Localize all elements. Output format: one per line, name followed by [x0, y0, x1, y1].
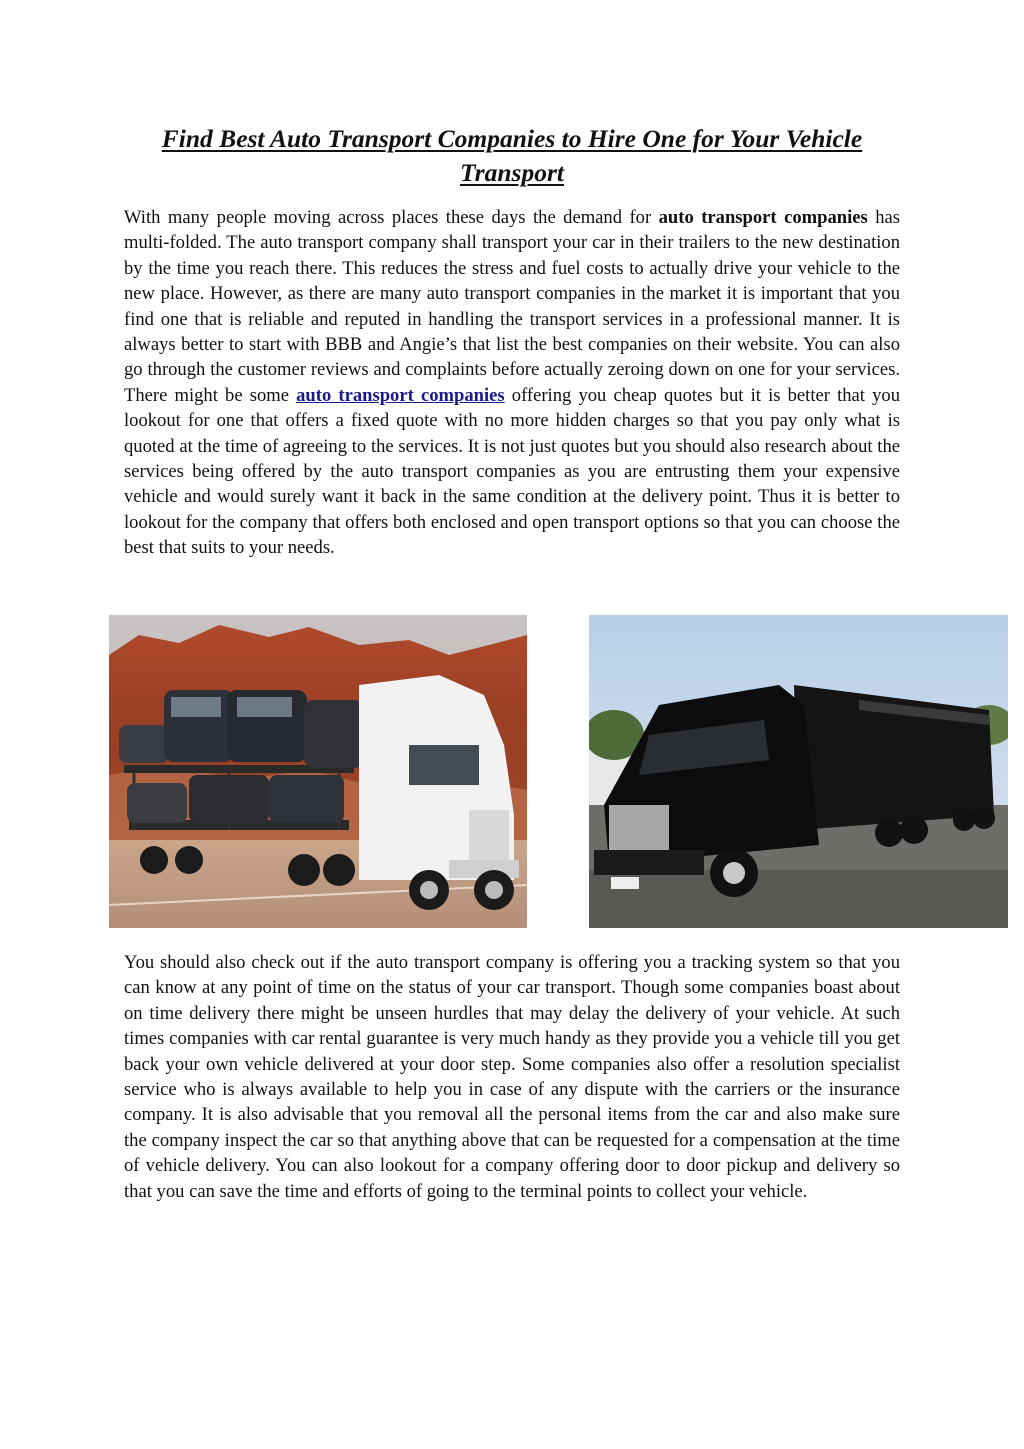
enclosed-trailer-truck-photo — [589, 615, 1008, 928]
enclosed-trailer-truck-image — [589, 615, 1008, 928]
car-carrier-truck-image — [109, 615, 527, 928]
car-carrier-truck-photo — [109, 615, 527, 928]
article-paragraph-1 — [124, 205, 900, 561]
bold-keyword: auto transport companies — [658, 207, 868, 228]
paragraph-1-text-a: With many people moving across places these days the demand for — [124, 207, 659, 228]
paragraph-1-text-b: has multi-folded. The auto transport company shall transport your car in their trailers to the new destination by the time you reach there. This reduces the stress and fuel costs to actually drive your vehicle to the new place. However, as there are many auto transport companies in the market it is important that you find one that is reliable and reputed in handling the transport services in a professional manner. It is always better to start with BBB and Angie’s that list the best companies on their website. You can also go through the customer reviews and complaints before actually zeroing down on one for your services. There might be some — [124, 207, 900, 406]
paragraph-1-text-c: offering you cheap quotes but it is better that you lookout for one that offers a fixed quote with no more hidden charges so that you pay only what is quoted at the time of agreeing to the services. It is not just quotes but you should also research about the services being offered by the auto transport companies as you are entrusting them your expensive vehicle and would surely want it back in the same condition at the delivery point. Thus it is better to lookout for the company that offers both enclosed and open transport options so that you can choose the best that suits to your needs. — [124, 384, 900, 559]
article-title: Find Best Auto Transport Companies to Hire One for Your Vehicle Transport — [161, 124, 863, 187]
article-paragraph-2: You should also check out if the auto transport company is offering you a tracking system so that you can know at any point of time on the status of your car transport. Though some companies boast about on time delivery there might be unseen hurdles that may delay the delivery of your vehicle. At such times companies with car rental guarantee is very much handy as they provide you a vehicle till you get back your own vehicle delivered at your door step. Some companies also offer a resolution specialist service who is always available to help you in case of any dispute with the carriers or the insurance company. It is also advisable that you removal all the personal items from the car and also make sure the company inspect the car so that anything above that can be requested for a compensation at the time of vehicle delivery. You can also lookout for a company offering door to door pickup and delivery so that you can save the time and efforts of going to the terminal points to collect your vehicle. — [124, 952, 900, 1202]
auto-transport-companies-link[interactable]: auto transport companies — [296, 384, 505, 406]
